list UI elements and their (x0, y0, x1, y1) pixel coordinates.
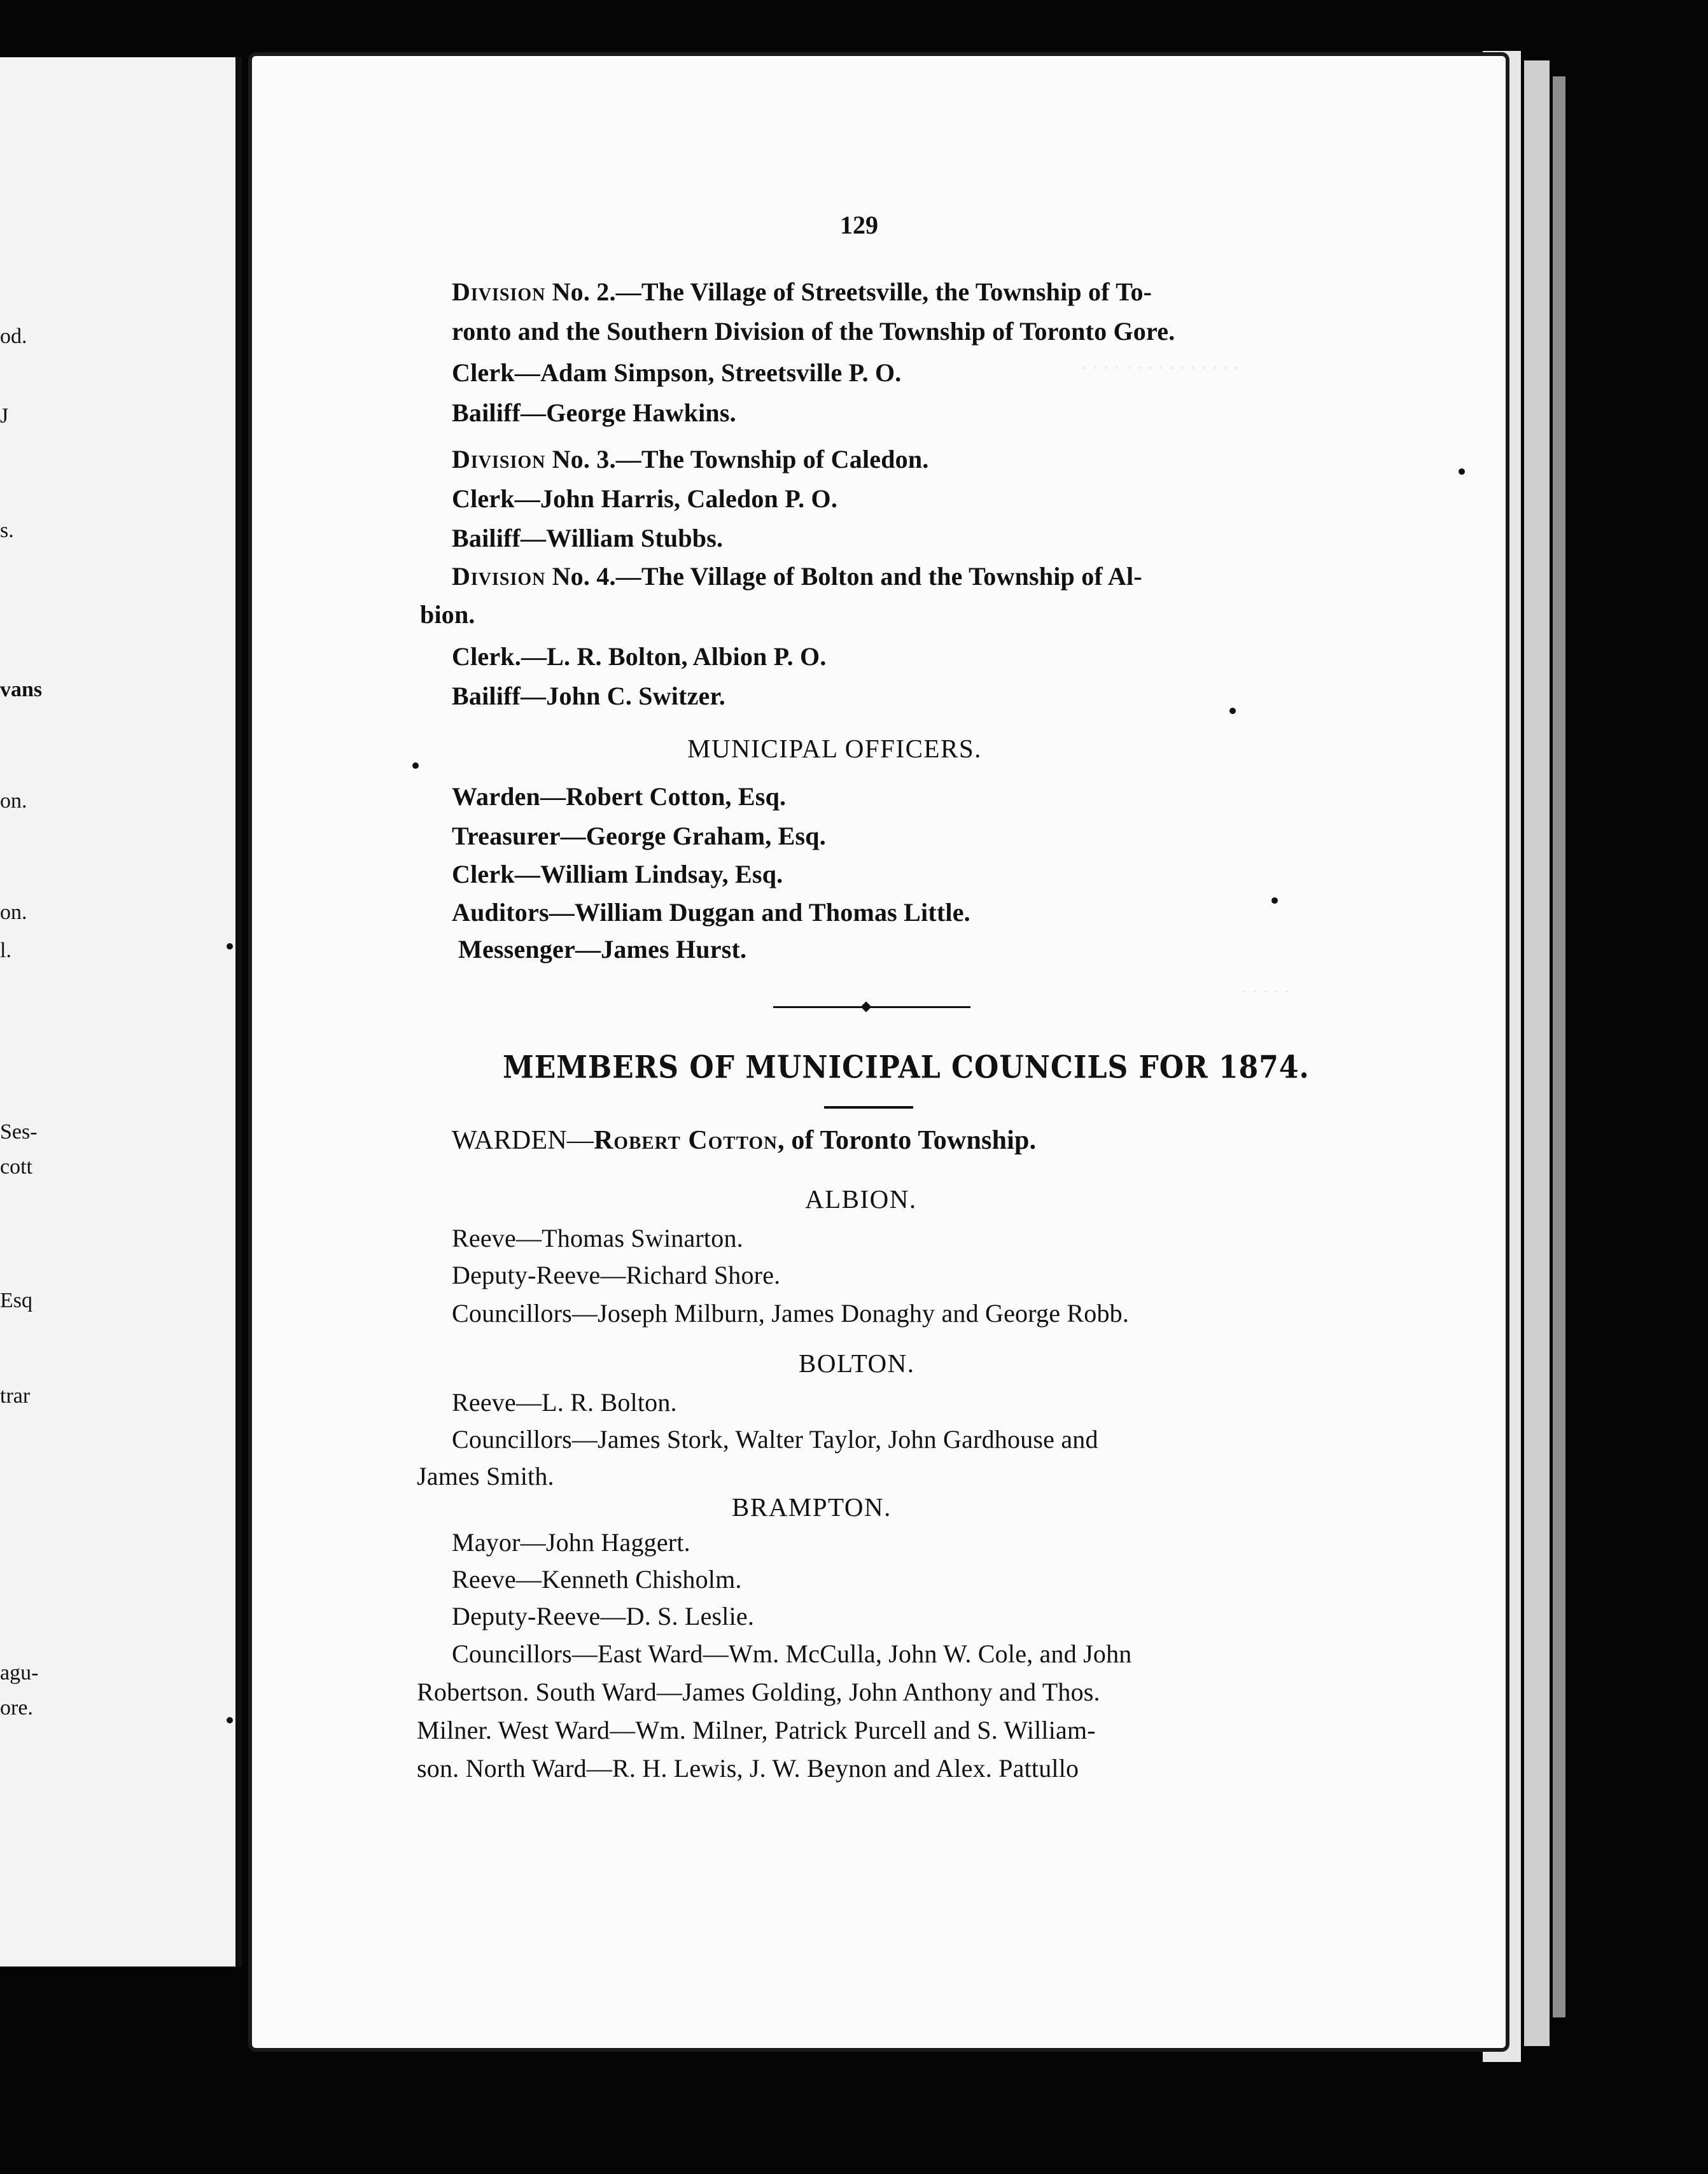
left-fragment: l. (0, 939, 11, 962)
division-2-bailiff: Bailiff—George Hawkins. (452, 398, 736, 427)
division-label: Division (452, 445, 546, 473)
page-number: 129 (840, 211, 878, 239)
ink-speck (1271, 897, 1278, 904)
bolton-councillors-line-1: Councillors—James Stork, Walter Taylor, John Gardhouse and (452, 1425, 1098, 1454)
division-2-text: No. 2.—The Village of Streetsville, the Township of To- (552, 277, 1152, 306)
division-4-text: No. 4.—The Village of Bolton and the Township of Al- (552, 562, 1142, 591)
division-4-line-2: bion. (420, 600, 475, 629)
ink-speck (1459, 468, 1465, 475)
albion-deputy-reeve: Deputy-Reeve—Richard Shore. (452, 1261, 781, 1289)
brampton-councillors-line-1: Councillors—East Ward—Wm. McCulla, John W. Cole, and John (452, 1639, 1132, 1668)
officer-treasurer: Treasurer—George Graham, Esq. (452, 822, 826, 850)
brampton-reeve: Reeve—Kenneth Chisholm. (452, 1565, 742, 1594)
division-4-bailiff: Bailiff—John C. Switzer. (452, 682, 725, 710)
ink-speck (412, 762, 419, 769)
albion-councillors: Councillors—Joseph Milburn, James Donaghy and George Robb. (452, 1299, 1130, 1328)
brampton-deputy-reeve: Deputy-Reeve—D. S. Leslie. (452, 1602, 755, 1630)
ink-speck (1229, 708, 1236, 714)
warden-label: WARDEN— (452, 1126, 594, 1155)
division-3-clerk: Clerk—John Harris, Caledon P. O. (452, 484, 838, 513)
show-through-text: · · · · · · · · · · · · · · · (1082, 356, 1239, 380)
municipal-officers-heading: MUNICIPAL OFFICERS. (687, 734, 982, 763)
left-fragment: on. (0, 789, 27, 813)
division-3-line-1 (452, 444, 929, 474)
members-heading: MEMBERS OF MUNICIPAL COUNCILS FOR 1874. (503, 1049, 1310, 1086)
heading-underline (824, 1106, 913, 1109)
division-3-bailiff: Bailiff—William Stubbs. (452, 524, 724, 552)
division-2-line-2: ronto and the Southern Division of the Township of Toronto Gore. (452, 317, 1175, 346)
division-3-text: No. 3.—The Township of Caledon. (552, 445, 929, 473)
left-fragment: Ses- (0, 1120, 38, 1144)
left-fragment: s. (0, 519, 14, 542)
warden-rest: , of Toronto Township. (777, 1126, 1037, 1155)
left-fragment: on. (0, 901, 27, 924)
officer-clerk: Clerk—William Lindsay, Esq. (452, 860, 783, 888)
division-label: Division (452, 277, 546, 306)
left-fragment: ore. (0, 1696, 33, 1720)
division-label: Division (452, 562, 546, 591)
warden-name: Robert Cotton (594, 1126, 778, 1155)
section-divider (773, 1006, 970, 1008)
brampton-heading: BRAMPTON. (732, 1492, 892, 1522)
brampton-councillors-line-3: Milner. West Ward—Wm. Milner, Patrick Purcell and S. William- (417, 1716, 1096, 1744)
division-2-clerk: Clerk—Adam Simpson, Streetsville P. O. (452, 358, 902, 387)
officer-warden: Warden—Robert Cotton, Esq. (452, 782, 787, 811)
bolton-reeve: Reeve—L. R. Bolton. (452, 1388, 677, 1417)
officer-messenger: Messenger—James Hurst. (458, 935, 747, 964)
left-fragment: od. (0, 325, 27, 348)
left-fragment: vans (0, 678, 43, 701)
previous-page-edge (0, 57, 242, 1967)
albion-reeve: Reeve—Thomas Swinarton. (452, 1224, 743, 1252)
division-4-line-1 (452, 561, 1142, 591)
bolton-councillors-line-2: James Smith. (417, 1462, 554, 1490)
page-edge (1553, 76, 1565, 2017)
officer-auditors: Auditors—William Duggan and Thomas Little. (452, 898, 970, 927)
brampton-mayor: Mayor—John Haggert. (452, 1528, 690, 1557)
left-fragment: Esq (0, 1289, 32, 1312)
left-fragment: J (0, 404, 9, 428)
warden-line (452, 1125, 1036, 1156)
page-edge (1524, 60, 1550, 2046)
left-fragment: agu- (0, 1661, 39, 1685)
left-fragment: cott (0, 1155, 32, 1179)
bolton-heading: BOLTON. (799, 1349, 915, 1378)
division-4-clerk: Clerk.—L. R. Bolton, Albion P. O. (452, 642, 827, 671)
ink-speck (227, 1717, 233, 1723)
albion-heading: ALBION. (805, 1184, 917, 1214)
show-through-text: · · · · · (1241, 980, 1290, 1004)
ink-speck (227, 943, 233, 950)
division-2-line-1 (452, 277, 1152, 307)
brampton-councillors-line-4: son. North Ward—R. H. Lewis, J. W. Beynon and Alex. Pattullo (417, 1754, 1079, 1783)
left-fragment: trar (0, 1384, 31, 1408)
brampton-councillors-line-2: Robertson. South Ward—James Golding, John Anthony and Thos. (417, 1678, 1100, 1706)
